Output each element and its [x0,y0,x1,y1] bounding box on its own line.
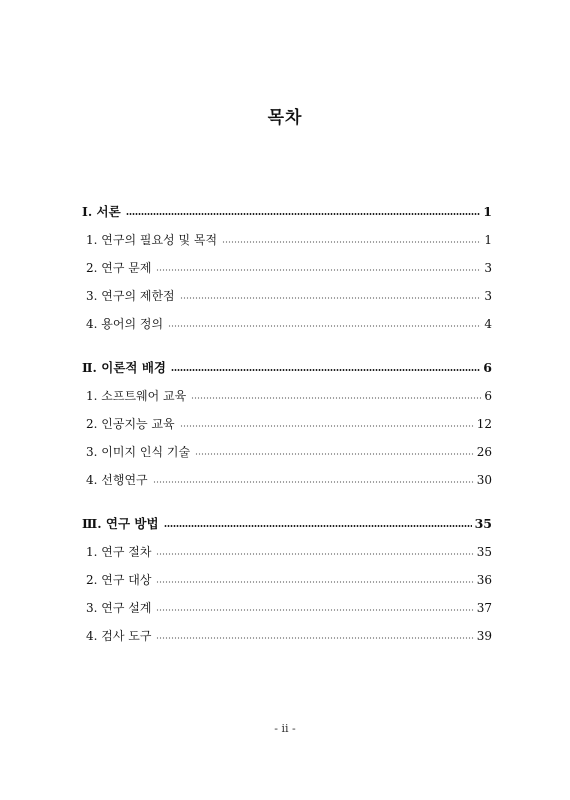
toc-page-number: 30 [476,473,492,487]
dot-leader [156,553,473,555]
toc-item-label: 2. 연구 문제 [86,261,152,275]
toc-page-number: 3 [484,261,492,275]
toc-item[interactable] [82,466,492,494]
toc-item[interactable] [82,382,492,410]
toc-page-number: 37 [476,601,492,615]
dot-leader [171,369,480,371]
toc-page-number: 1 [484,233,492,247]
toc-page-number: 6 [483,360,492,375]
toc-item-label: 1. 소프트웨어 교육 [86,389,187,403]
toc-item[interactable] [82,566,492,594]
toc-item[interactable] [82,254,492,282]
toc-item[interactable] [82,438,492,466]
dot-leader [195,453,474,455]
toc-item[interactable] [82,410,492,438]
toc-item-label: 4. 검사 도구 [86,629,152,643]
toc-item-label: 3. 연구의 제한점 [86,289,175,303]
toc-item-label: 1. 연구의 필요성 및 목적 [86,233,218,247]
toc-heading-label: Ⅲ. 연구 방법 [82,516,159,531]
dot-leader [156,609,473,611]
toc-section-1 [82,198,492,338]
toc-item[interactable] [82,538,492,566]
toc-page-number: 1 [483,204,492,219]
dot-leader [153,481,474,483]
toc-heading-label: Ⅱ. 이론적 배경 [82,360,166,375]
toc-section-3 [82,510,492,650]
toc-item-label: 2. 인공지능 교육 [86,417,175,431]
dot-leader [180,425,474,427]
toc-heading-1[interactable] [82,198,492,226]
dot-leader [156,637,473,639]
toc-page-number: 26 [476,445,492,459]
toc-heading-label: Ⅰ. 서론 [82,204,121,219]
toc-item[interactable] [82,226,492,254]
toc-item-label: 3. 이미지 인식 기술 [86,445,191,459]
dot-leader [164,525,472,527]
toc-heading-2[interactable] [82,354,492,382]
toc-page-number: 35 [476,545,492,559]
dot-leader [191,397,481,399]
toc-item-label: 2. 연구 대상 [86,573,152,587]
toc-item-label: 1. 연구 절차 [86,545,152,559]
dot-leader [156,581,473,583]
dot-leader [222,241,481,243]
toc-heading-3[interactable] [82,510,492,538]
toc-item-label: 4. 선행연구 [86,473,148,487]
toc-page-number: 12 [476,417,492,431]
toc-page-number: 3 [484,289,492,303]
dot-leader [156,269,481,271]
toc-page-number: 35 [474,516,492,531]
toc-item-label: 3. 연구 설계 [86,601,152,615]
toc-section-2 [82,354,492,494]
toc-item-label: 4. 용어의 정의 [86,317,164,331]
toc-item[interactable] [82,622,492,650]
toc-page-number: 6 [484,389,492,403]
table-of-contents [82,198,492,666]
toc-page-number: 39 [476,629,492,643]
toc-item[interactable] [82,594,492,622]
toc-item[interactable] [82,310,492,338]
page-title: 목차 [267,108,303,128]
dot-leader [180,297,481,299]
toc-page-number: 36 [476,573,492,587]
dot-leader [168,325,481,327]
toc-page-number: 4 [484,317,492,331]
toc-item[interactable] [82,282,492,310]
page-footer: - ii - [274,722,296,735]
dot-leader [126,213,481,215]
